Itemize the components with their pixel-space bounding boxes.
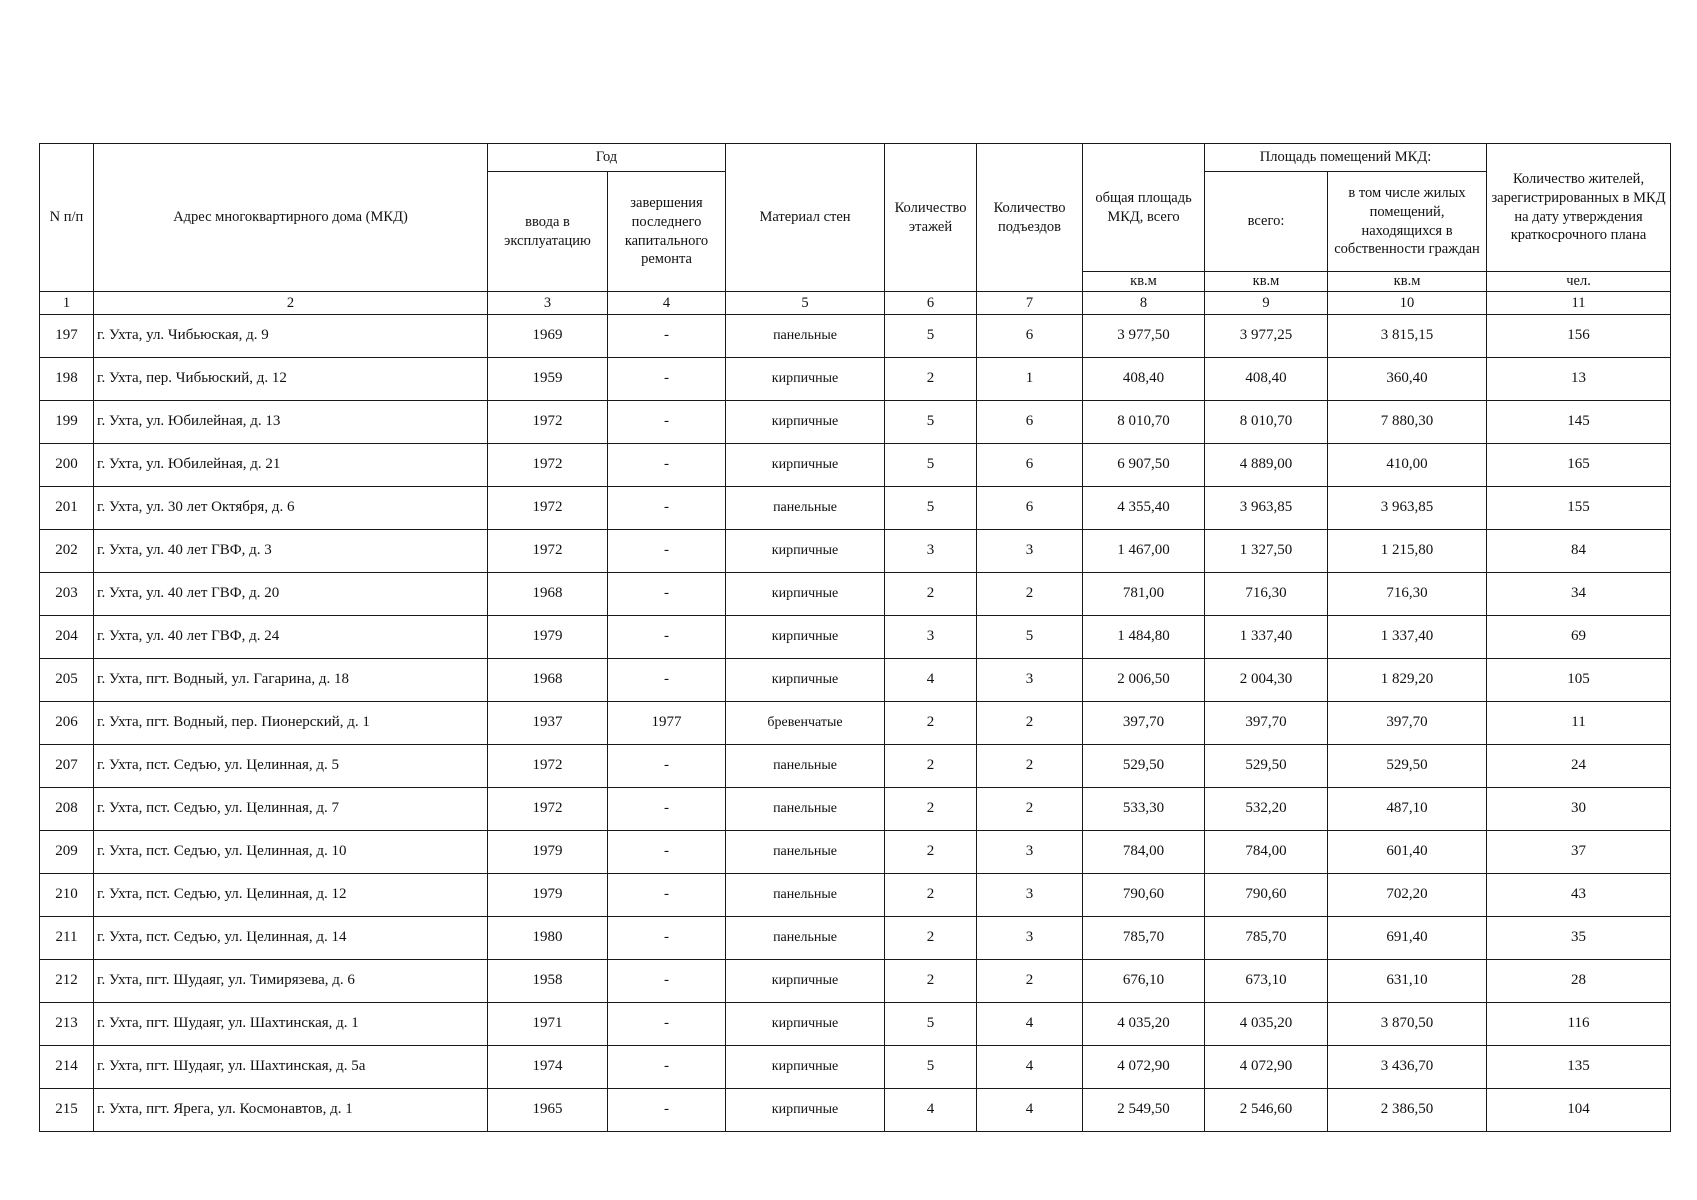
area-residential-cell: 1 215,80 [1328, 530, 1487, 573]
year-commission-cell: 1972 [488, 745, 608, 788]
residents-cell: 104 [1487, 1089, 1671, 1132]
row-number: 202 [40, 530, 94, 573]
wall-material-cell: кирпичные [726, 659, 885, 702]
total-area-cell: 8 010,70 [1083, 401, 1205, 444]
residents-cell: 145 [1487, 401, 1671, 444]
column-index: 10 [1328, 292, 1487, 315]
header-residents: Количество жителей, зарегистрированных в МКД на дату утверждения краткосрочного плана [1487, 144, 1671, 272]
residents-cell: 30 [1487, 788, 1671, 831]
entrances-cell: 3 [977, 874, 1083, 917]
year-commission-cell: 1972 [488, 788, 608, 831]
wall-material-cell: кирпичные [726, 1046, 885, 1089]
entrances-cell: 4 [977, 1089, 1083, 1132]
column-index: 2 [94, 292, 488, 315]
header-area-all: всего: [1205, 172, 1328, 272]
wall-material-cell: бревенчатые [726, 702, 885, 745]
table-header [40, 144, 1671, 315]
row-number: 206 [40, 702, 94, 745]
address-cell: г. Ухта, пгт. Ярега, ул. Космонавтов, д. 1 [94, 1089, 488, 1132]
floors-cell: 2 [885, 702, 977, 745]
row-number: 201 [40, 487, 94, 530]
year-repair-cell: - [608, 573, 726, 616]
header-address: Адрес многоквартирного дома (МКД) [94, 144, 488, 292]
area-residential-cell: 716,30 [1328, 573, 1487, 616]
row-number: 200 [40, 444, 94, 487]
total-area-cell: 1 484,80 [1083, 616, 1205, 659]
table-row [40, 401, 1671, 444]
year-repair-cell: - [608, 358, 726, 401]
address-cell: г. Ухта, пст. Седъю, ул. Целинная, д. 10 [94, 831, 488, 874]
total-area-cell: 781,00 [1083, 573, 1205, 616]
table-row [40, 874, 1671, 917]
address-cell: г. Ухта, ул. 40 лет ГВФ, д. 3 [94, 530, 488, 573]
residents-cell: 28 [1487, 960, 1671, 1003]
total-area-cell: 1 467,00 [1083, 530, 1205, 573]
header-num: N п/п [40, 144, 94, 292]
row-number: 197 [40, 315, 94, 358]
entrances-cell: 4 [977, 1046, 1083, 1089]
row-number: 208 [40, 788, 94, 831]
area-residential-cell: 7 880,30 [1328, 401, 1487, 444]
entrances-cell: 2 [977, 745, 1083, 788]
area-all-cell: 408,40 [1205, 358, 1328, 401]
table-row [40, 831, 1671, 874]
area-residential-cell: 631,10 [1328, 960, 1487, 1003]
total-area-cell: 4 035,20 [1083, 1003, 1205, 1046]
table-row [40, 917, 1671, 960]
year-repair-cell: - [608, 874, 726, 917]
row-number: 199 [40, 401, 94, 444]
wall-material-cell: кирпичные [726, 573, 885, 616]
year-commission-cell: 1974 [488, 1046, 608, 1089]
entrances-cell: 3 [977, 530, 1083, 573]
year-repair-cell: - [608, 745, 726, 788]
total-area-cell: 790,60 [1083, 874, 1205, 917]
address-cell: г. Ухта, ул. Чибьюская, д. 9 [94, 315, 488, 358]
year-repair-cell: - [608, 659, 726, 702]
year-repair-cell: 1977 [608, 702, 726, 745]
row-number: 215 [40, 1089, 94, 1132]
year-commission-cell: 1959 [488, 358, 608, 401]
address-cell: г. Ухта, пст. Седъю, ул. Целинная, д. 7 [94, 788, 488, 831]
table-row [40, 1089, 1671, 1132]
year-repair-cell: - [608, 960, 726, 1003]
year-commission-cell: 1979 [488, 831, 608, 874]
floors-cell: 5 [885, 487, 977, 530]
table-row [40, 616, 1671, 659]
area-all-cell: 529,50 [1205, 745, 1328, 788]
entrances-cell: 3 [977, 659, 1083, 702]
area-all-cell: 1 337,40 [1205, 616, 1328, 659]
floors-cell: 3 [885, 530, 977, 573]
wall-material-cell: кирпичные [726, 401, 885, 444]
wall-material-cell: кирпичные [726, 358, 885, 401]
row-number: 210 [40, 874, 94, 917]
header-year-repair: завершения последнего капитального ремонта [608, 172, 726, 292]
column-index: 9 [1205, 292, 1328, 315]
address-cell: г. Ухта, ул. 40 лет ГВФ, д. 24 [94, 616, 488, 659]
wall-material-cell: кирпичные [726, 616, 885, 659]
year-commission-cell: 1968 [488, 573, 608, 616]
wall-material-cell: кирпичные [726, 1089, 885, 1132]
column-index: 11 [1487, 292, 1671, 315]
area-all-cell: 532,20 [1205, 788, 1328, 831]
year-commission-cell: 1965 [488, 1089, 608, 1132]
header-year-group: Год [488, 144, 726, 172]
entrances-cell: 3 [977, 917, 1083, 960]
year-commission-cell: 1972 [488, 530, 608, 573]
table-row [40, 659, 1671, 702]
wall-material-cell: панельные [726, 831, 885, 874]
year-commission-cell: 1969 [488, 315, 608, 358]
area-all-cell: 8 010,70 [1205, 401, 1328, 444]
wall-material-cell: панельные [726, 917, 885, 960]
area-residential-cell: 360,40 [1328, 358, 1487, 401]
year-repair-cell: - [608, 616, 726, 659]
area-all-cell: 4 035,20 [1205, 1003, 1328, 1046]
area-residential-cell: 1 829,20 [1328, 659, 1487, 702]
header-area-residential: в том числе жилых помещений, находящихся в собственности граждан [1328, 172, 1487, 272]
table-row [40, 960, 1671, 1003]
column-index: 6 [885, 292, 977, 315]
entrances-cell: 6 [977, 487, 1083, 530]
entrances-cell: 1 [977, 358, 1083, 401]
area-residential-cell: 691,40 [1328, 917, 1487, 960]
wall-material-cell: панельные [726, 874, 885, 917]
wall-material-cell: панельные [726, 745, 885, 788]
area-all-cell: 3 963,85 [1205, 487, 1328, 530]
year-repair-cell: - [608, 444, 726, 487]
area-all-cell: 673,10 [1205, 960, 1328, 1003]
year-repair-cell: - [608, 788, 726, 831]
address-cell: г. Ухта, ул. Юбилейная, д. 13 [94, 401, 488, 444]
floors-cell: 4 [885, 1089, 977, 1132]
year-commission-cell: 1972 [488, 487, 608, 530]
total-area-cell: 2 006,50 [1083, 659, 1205, 702]
address-cell: г. Ухта, ул. 30 лет Октября, д. 6 [94, 487, 488, 530]
unit-residents: чел. [1487, 272, 1671, 292]
residents-cell: 11 [1487, 702, 1671, 745]
address-cell: г. Ухта, пгт. Шудаяг, ул. Шахтинская, д. 1 [94, 1003, 488, 1046]
floors-cell: 5 [885, 1003, 977, 1046]
row-number: 207 [40, 745, 94, 788]
floors-cell: 2 [885, 917, 977, 960]
table-row [40, 1003, 1671, 1046]
wall-material-cell: кирпичные [726, 960, 885, 1003]
unit-area-residential: кв.м [1328, 272, 1487, 292]
residents-cell: 37 [1487, 831, 1671, 874]
row-number: 209 [40, 831, 94, 874]
residents-cell: 105 [1487, 659, 1671, 702]
column-index: 3 [488, 292, 608, 315]
row-number: 211 [40, 917, 94, 960]
wall-material-cell: кирпичные [726, 530, 885, 573]
row-number: 203 [40, 573, 94, 616]
header-area-group: Площадь помещений МКД: [1205, 144, 1487, 172]
total-area-cell: 529,50 [1083, 745, 1205, 788]
address-cell: г. Ухта, ул. Юбилейная, д. 21 [94, 444, 488, 487]
total-area-cell: 4 072,90 [1083, 1046, 1205, 1089]
residents-cell: 84 [1487, 530, 1671, 573]
floors-cell: 5 [885, 315, 977, 358]
area-all-cell: 4 889,00 [1205, 444, 1328, 487]
column-index: 7 [977, 292, 1083, 315]
row-number: 205 [40, 659, 94, 702]
area-all-cell: 2 004,30 [1205, 659, 1328, 702]
floors-cell: 5 [885, 1046, 977, 1089]
area-residential-cell: 702,20 [1328, 874, 1487, 917]
year-commission-cell: 1979 [488, 874, 608, 917]
address-cell: г. Ухта, пст. Седъю, ул. Целинная, д. 14 [94, 917, 488, 960]
residents-cell: 165 [1487, 444, 1671, 487]
entrances-cell: 3 [977, 831, 1083, 874]
year-commission-cell: 1937 [488, 702, 608, 745]
area-residential-cell: 1 337,40 [1328, 616, 1487, 659]
floors-cell: 4 [885, 659, 977, 702]
row-number: 198 [40, 358, 94, 401]
table-body [40, 315, 1671, 1132]
floors-cell: 2 [885, 831, 977, 874]
header-floors: Количество этажей [885, 144, 977, 292]
header-wall-material: Материал стен [726, 144, 885, 292]
table-row [40, 315, 1671, 358]
area-residential-cell: 3 963,85 [1328, 487, 1487, 530]
unit-total-area: кв.м [1083, 272, 1205, 292]
table-row [40, 487, 1671, 530]
year-repair-cell: - [608, 917, 726, 960]
residents-cell: 116 [1487, 1003, 1671, 1046]
year-repair-cell: - [608, 487, 726, 530]
total-area-cell: 2 549,50 [1083, 1089, 1205, 1132]
column-index: 5 [726, 292, 885, 315]
table-row [40, 788, 1671, 831]
year-repair-cell: - [608, 831, 726, 874]
header-year-commission: ввода в эксплуатацию [488, 172, 608, 292]
residents-cell: 135 [1487, 1046, 1671, 1089]
floors-cell: 2 [885, 358, 977, 401]
total-area-cell: 785,70 [1083, 917, 1205, 960]
year-repair-cell: - [608, 1003, 726, 1046]
year-repair-cell: - [608, 1089, 726, 1132]
total-area-cell: 6 907,50 [1083, 444, 1205, 487]
area-residential-cell: 397,70 [1328, 702, 1487, 745]
table-row [40, 745, 1671, 788]
wall-material-cell: кирпичные [726, 444, 885, 487]
total-area-cell: 676,10 [1083, 960, 1205, 1003]
year-repair-cell: - [608, 315, 726, 358]
column-index: 8 [1083, 292, 1205, 315]
year-commission-cell: 1972 [488, 401, 608, 444]
floors-cell: 2 [885, 573, 977, 616]
header-entrances: Количество подъездов [977, 144, 1083, 292]
year-commission-cell: 1980 [488, 917, 608, 960]
total-area-cell: 4 355,40 [1083, 487, 1205, 530]
floors-cell: 3 [885, 616, 977, 659]
year-repair-cell: - [608, 530, 726, 573]
residents-cell: 24 [1487, 745, 1671, 788]
wall-material-cell: панельные [726, 788, 885, 831]
table-row [40, 444, 1671, 487]
floors-cell: 2 [885, 874, 977, 917]
year-commission-cell: 1958 [488, 960, 608, 1003]
total-area-cell: 397,70 [1083, 702, 1205, 745]
residents-cell: 155 [1487, 487, 1671, 530]
entrances-cell: 6 [977, 315, 1083, 358]
address-cell: г. Ухта, пст. Седъю, ул. Целинная, д. 12 [94, 874, 488, 917]
residents-cell: 43 [1487, 874, 1671, 917]
table-row [40, 358, 1671, 401]
total-area-cell: 408,40 [1083, 358, 1205, 401]
column-index: 1 [40, 292, 94, 315]
floors-cell: 2 [885, 788, 977, 831]
area-residential-cell: 410,00 [1328, 444, 1487, 487]
column-index: 4 [608, 292, 726, 315]
row-number: 204 [40, 616, 94, 659]
table-row [40, 530, 1671, 573]
table-row [40, 1046, 1671, 1089]
year-repair-cell: - [608, 1046, 726, 1089]
entrances-cell: 2 [977, 960, 1083, 1003]
area-all-cell: 4 072,90 [1205, 1046, 1328, 1089]
area-residential-cell: 487,10 [1328, 788, 1487, 831]
area-all-cell: 1 327,50 [1205, 530, 1328, 573]
entrances-cell: 2 [977, 788, 1083, 831]
area-residential-cell: 3 815,15 [1328, 315, 1487, 358]
wall-material-cell: кирпичные [726, 1003, 885, 1046]
total-area-cell: 3 977,50 [1083, 315, 1205, 358]
area-all-cell: 397,70 [1205, 702, 1328, 745]
column-index-row [40, 292, 1671, 315]
year-repair-cell: - [608, 401, 726, 444]
area-residential-cell: 601,40 [1328, 831, 1487, 874]
entrances-cell: 4 [977, 1003, 1083, 1046]
area-all-cell: 716,30 [1205, 573, 1328, 616]
total-area-cell: 533,30 [1083, 788, 1205, 831]
residents-cell: 156 [1487, 315, 1671, 358]
year-commission-cell: 1971 [488, 1003, 608, 1046]
floors-cell: 2 [885, 960, 977, 1003]
entrances-cell: 2 [977, 573, 1083, 616]
area-all-cell: 785,70 [1205, 917, 1328, 960]
unit-area-all: кв.м [1205, 272, 1328, 292]
area-all-cell: 790,60 [1205, 874, 1328, 917]
header-total-area: общая площадь МКД, всего [1083, 144, 1205, 272]
address-cell: г. Ухта, пгт. Шудаяг, ул. Тимирязева, д. 6 [94, 960, 488, 1003]
entrances-cell: 6 [977, 401, 1083, 444]
entrances-cell: 2 [977, 702, 1083, 745]
residents-cell: 13 [1487, 358, 1671, 401]
entrances-cell: 6 [977, 444, 1083, 487]
address-cell: г. Ухта, пгт. Водный, ул. Гагарина, д. 18 [94, 659, 488, 702]
wall-material-cell: панельные [726, 487, 885, 530]
residents-cell: 35 [1487, 917, 1671, 960]
area-residential-cell: 3 436,70 [1328, 1046, 1487, 1089]
address-cell: г. Ухта, пст. Седъю, ул. Целинная, д. 5 [94, 745, 488, 788]
year-commission-cell: 1979 [488, 616, 608, 659]
area-all-cell: 784,00 [1205, 831, 1328, 874]
row-number: 212 [40, 960, 94, 1003]
area-residential-cell: 529,50 [1328, 745, 1487, 788]
entrances-cell: 5 [977, 616, 1083, 659]
floors-cell: 5 [885, 444, 977, 487]
address-cell: г. Ухта, пер. Чибьюский, д. 12 [94, 358, 488, 401]
year-commission-cell: 1972 [488, 444, 608, 487]
floors-cell: 2 [885, 745, 977, 788]
address-cell: г. Ухта, пгт. Шудаяг, ул. Шахтинская, д. 5а [94, 1046, 488, 1089]
area-all-cell: 2 546,60 [1205, 1089, 1328, 1132]
table-row [40, 573, 1671, 616]
area-residential-cell: 3 870,50 [1328, 1003, 1487, 1046]
mkd-table [39, 143, 1671, 1132]
year-commission-cell: 1968 [488, 659, 608, 702]
total-area-cell: 784,00 [1083, 831, 1205, 874]
residents-cell: 69 [1487, 616, 1671, 659]
floors-cell: 5 [885, 401, 977, 444]
area-residential-cell: 2 386,50 [1328, 1089, 1487, 1132]
row-number: 213 [40, 1003, 94, 1046]
table-row [40, 702, 1671, 745]
header-row-1 [40, 144, 1671, 172]
address-cell: г. Ухта, ул. 40 лет ГВФ, д. 20 [94, 573, 488, 616]
residents-cell: 34 [1487, 573, 1671, 616]
row-number: 214 [40, 1046, 94, 1089]
address-cell: г. Ухта, пгт. Водный, пер. Пионерский, д. 1 [94, 702, 488, 745]
wall-material-cell: панельные [726, 315, 885, 358]
area-all-cell: 3 977,25 [1205, 315, 1328, 358]
